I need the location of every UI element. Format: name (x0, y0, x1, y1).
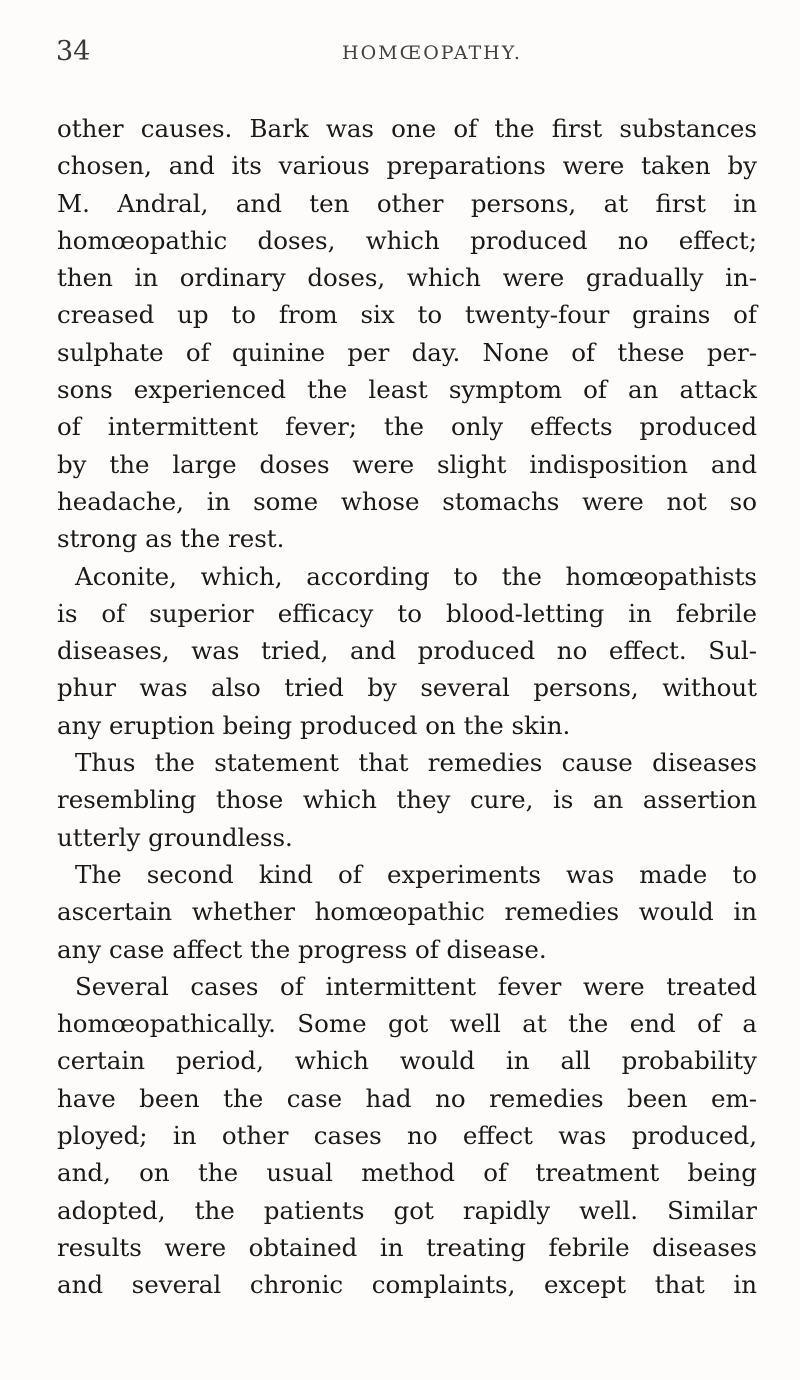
running-title: HOMŒOPATHY. (342, 42, 522, 64)
text-line: homœopathic doses, which produced no effect; (57, 225, 757, 255)
text-line: results were obtained in treating febrile diseases (57, 1232, 757, 1262)
text-line: creased up to from six to twenty-four grains of (57, 300, 757, 330)
text-line: is of superior efficacy to blood-letting in febrile (57, 598, 757, 628)
text-line: ascertain whether homœopathic remedies would in (57, 897, 757, 927)
text-line: adopted, the patients got rapidly well. Similar (57, 1195, 757, 1225)
text-line: Aconite, which, according to the homœopathists (75, 561, 757, 591)
text-line: sulphate of quinine per day. None of these per- (57, 337, 757, 367)
text-line: then in ordinary doses, which were gradually in- (57, 263, 757, 293)
text-line: chosen, and its various preparations were taken by (57, 151, 757, 181)
text-line: phur was also tried by several persons, without (57, 673, 757, 703)
text-line: The second kind of experiments was made to (75, 859, 757, 889)
text-line: strong as the rest. (57, 524, 285, 554)
running-head (0, 34, 800, 70)
text-line: of intermittent fever; the only effects produced (57, 412, 757, 442)
text-line: homœopathically. Some got well at the end of a (57, 1009, 757, 1039)
text-line: and, on the usual method of treatment being (57, 1158, 757, 1188)
text-line: ployed; in other cases no effect was produced, (57, 1121, 757, 1151)
text-line: diseases, was tried, and produced no effect. Sul- (57, 636, 757, 666)
text-line: any case affect the progress of disease. (57, 934, 547, 964)
text-line: have been the case had no remedies been em- (57, 1083, 757, 1113)
text-line: Thus the statement that remedies cause diseases (75, 748, 757, 778)
text-line: other causes. Bark was one of the first substances (57, 114, 757, 143)
text-line: utterly groundless. (57, 822, 293, 852)
text-line: M. Andral, and ten other persons, at first in (57, 188, 757, 218)
text-line: sons experienced the least symptom of an attack (57, 375, 757, 405)
text-line: certain period, which would in all probability (57, 1046, 757, 1076)
text-line: any eruption being produced on the skin. (57, 710, 571, 740)
text-line: by the large doses were slight indisposition and (57, 449, 757, 479)
body-text (57, 110, 757, 1304)
text-line: and several chronic complaints, except that in (57, 1270, 757, 1300)
text-line: Several cases of intermittent fever were treated (75, 971, 757, 1001)
text-line: resembling those which they cure, is an assertion (57, 785, 757, 815)
page-number: 34 (56, 36, 91, 67)
text-line: headache, in some whose stomachs were not so (57, 486, 757, 516)
